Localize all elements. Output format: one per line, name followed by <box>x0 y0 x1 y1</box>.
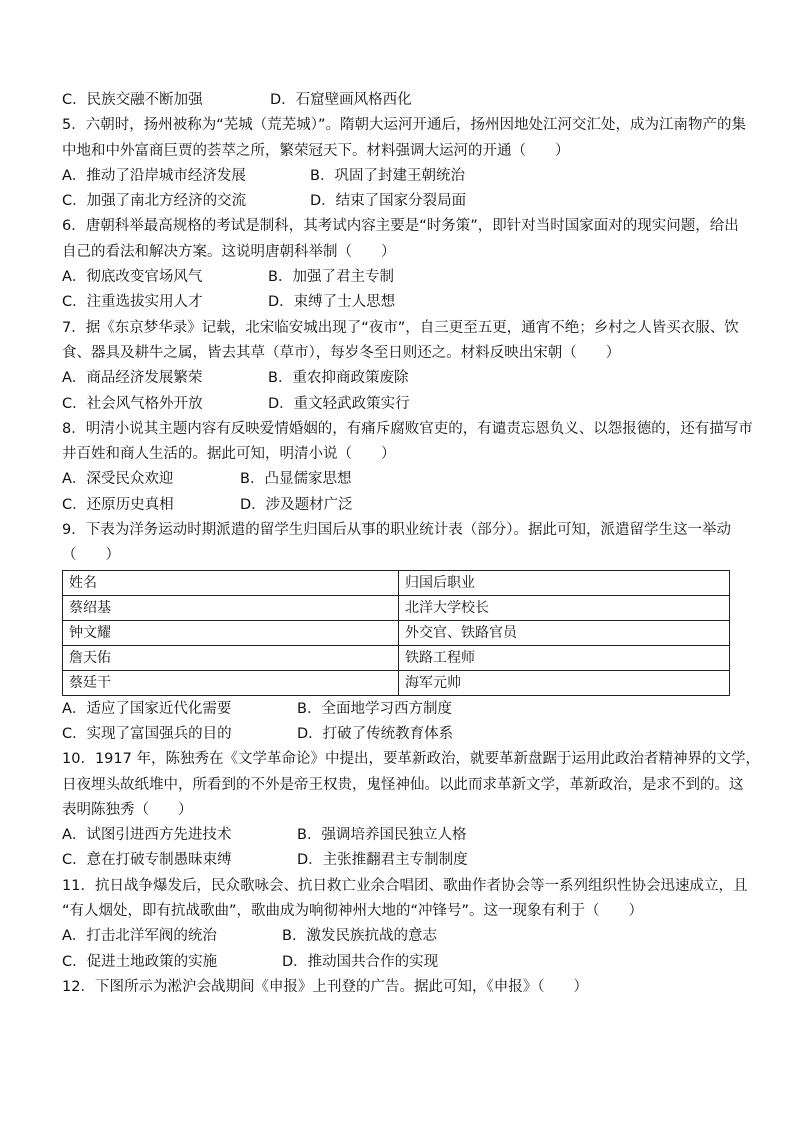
table-cell-name: 蔡廷干 <box>63 670 399 695</box>
q6-options-row2 <box>62 290 732 315</box>
q6-option-c[interactable]: C．注重选拔实用人才 <box>62 294 203 311</box>
table-cell-name: 蔡绍基 <box>63 595 399 620</box>
q11-option-d[interactable]: D．推动国共合作的实现 <box>282 953 439 970</box>
q11-option-a[interactable]: A．打击北洋军阀的统治 <box>62 928 217 945</box>
q8-stem-line1: 8．明清小说其主题内容有反映爱情婚姻的，有痛斥腐败官吏的，有谴责忘恩负义、以怨报德的，还有描写市 <box>62 420 753 437</box>
q10-stem-line3: 表明陈独秀（ ） <box>62 801 193 818</box>
q11-option-c[interactable]: C．促进土地政策的实施 <box>62 953 218 970</box>
q4-option-d[interactable]: D．石窟壁画风格西化 <box>270 92 412 108</box>
q9-stem-line1: 9．下表为洋务运动时期派遣的留学生归国后从事的职业统计表（部分）。据此可知，派遣留学生这一举动 <box>62 522 731 539</box>
q5-stem-line1: 5．六朝时，扬州被称为“芜城（荒芜城）”。隋朝大运河开通后，扬州因地处江河交汇处，成为江南物产的集 <box>62 117 746 134</box>
q5-option-d[interactable]: D．结束了国家分裂局面 <box>310 193 467 210</box>
q10-option-d[interactable]: D．主张推翻君主专制制度 <box>297 852 468 869</box>
q8-stem-line2: 井百姓和商人生活的。据此可知，明清小说（ ） <box>62 446 396 463</box>
q12-stem-line1: 12．下图所示为淞沪会战期间《申报》上刊登的广告。据此可知，《申报》（ ） <box>62 978 588 995</box>
q7-option-d[interactable]: D．重文轻武政策实行 <box>268 395 410 412</box>
q7-stem-line2: 食、器具及耕牛之属，皆去其草（草市），每岁冬至日则还之。材料反映出宋朝（ ） <box>62 344 621 361</box>
q10-stem-line2: 日夜埋头故纸堆中，所看到的不外是帝王权贵，鬼怪神仙。以此而求革新文学，革新政治，是求不到的。这 <box>62 776 744 793</box>
q7-options-row1 <box>62 366 732 391</box>
q7-stem-line1: 7．据《东京梦华录》记载，北宋临安城出现了“夜市”，自三更至五更，通宵不绝；乡村之人皆买衣服、饮 <box>62 319 739 336</box>
q11-options-row2 <box>62 950 732 975</box>
q9-options-row1 <box>62 697 732 722</box>
q6-option-b[interactable]: B．加强了君主专制 <box>268 269 394 286</box>
table-row <box>63 645 730 670</box>
q11-stem-line1: 11．抗日战争爆发后，民众歌咏会、抗日救亡业余合唱团、歌曲作者协会等一系列组织性协会迅速成立，且 <box>62 877 748 894</box>
table-header-row <box>63 570 730 595</box>
question-10 <box>62 747 760 873</box>
q8-options-row1 <box>62 467 732 492</box>
q9-options-row2 <box>62 722 732 747</box>
q5-option-a[interactable]: A．推动了沿岸城市经济发展 <box>62 167 246 184</box>
q5-options-row2 <box>62 189 732 214</box>
q11-stem-line2: “有人烟处，即有抗战歌曲”，歌曲成为响彻神州大地的“冲锋号”。这一现象有利于（ ） <box>62 903 644 920</box>
exam-page <box>62 88 760 1000</box>
q8-option-c[interactable]: C．还原历史真相 <box>62 496 174 513</box>
q8-options-row2 <box>62 493 732 518</box>
q7-option-c[interactable]: C．社会风气格外开放 <box>62 395 203 412</box>
q5-option-c[interactable]: C．加强了南北方经济的交流 <box>62 193 247 210</box>
q5-stem-line2: 中地和中外富商巨贾的荟萃之所，繁荣冠天下。材料强调大运河的开通（ ） <box>62 142 570 159</box>
q9-stem-line2: （ ） <box>62 547 120 564</box>
q8-option-a[interactable]: A．深受民众欢迎 <box>62 471 174 488</box>
q6-option-d[interactable]: D．束缚了士人思想 <box>268 294 396 311</box>
question-5 <box>62 113 746 214</box>
q7-option-a[interactable]: A．商品经济发展繁荣 <box>62 370 203 387</box>
table-cell-name: 钟文耀 <box>63 620 399 645</box>
q11-options-row1 <box>62 924 732 949</box>
question-11 <box>62 874 748 975</box>
table-cell-occupation: 北洋大学校长 <box>399 595 730 620</box>
q6-stem-line1: 6．唐朝科举最高规格的考试是制科，其考试内容主要是“时务策”，即针对当时国家面对的现实问题，给出 <box>62 218 739 235</box>
table-row <box>63 670 730 695</box>
table-header-occupation: 归国后职业 <box>399 570 730 595</box>
table-cell-occupation: 铁路工程师 <box>399 645 730 670</box>
q9-table <box>62 570 730 696</box>
table-row <box>63 620 730 645</box>
q7-options-row2 <box>62 392 732 417</box>
table-row <box>63 595 730 620</box>
q7-option-b[interactable]: B．重农抑商政策废除 <box>268 370 409 387</box>
q10-option-a[interactable]: A．试图引进西方先进技术 <box>62 827 232 844</box>
question-7 <box>62 316 739 417</box>
table-cell-name: 詹天佑 <box>63 645 399 670</box>
q4-options-row <box>62 88 732 113</box>
question-6 <box>62 214 739 315</box>
q9-option-a[interactable]: A．适应了国家近代化需要 <box>62 700 232 717</box>
q4-option-c[interactable]: C．民族交融不断加强 <box>62 92 203 108</box>
question-9 <box>62 518 732 747</box>
question-12 <box>62 975 732 1000</box>
table-cell-occupation: 外交官、铁路官员 <box>399 620 730 645</box>
q6-options-row1 <box>62 265 732 290</box>
q10-options-row2 <box>62 848 732 873</box>
q10-stem-line1: 10．1917 年，陈独秀在《文学革命论》中提出，要革新政治，就要革新盘踞于运用此政治者精神界的文学， <box>62 751 760 768</box>
q9-option-d[interactable]: D．打破了传统教育体系 <box>297 725 454 742</box>
q10-options-row1 <box>62 823 732 848</box>
q10-option-c[interactable]: C．意在打破专制愚昧束缚 <box>62 852 232 869</box>
q6-option-a[interactable]: A．彻底改变官场风气 <box>62 269 203 286</box>
q11-option-b[interactable]: B．激发民族抗战的意志 <box>282 928 437 945</box>
q9-option-b[interactable]: B．全面地学习西方制度 <box>297 700 452 717</box>
q5-option-b[interactable]: B．巩固了封建王朝统治 <box>310 167 465 184</box>
q10-option-b[interactable]: B．强调培养国民独立人格 <box>297 827 467 844</box>
table-cell-occupation: 海军元帅 <box>399 670 730 695</box>
question-8 <box>62 417 753 518</box>
q8-option-b[interactable]: B．凸显儒家思想 <box>240 471 352 488</box>
q9-option-c[interactable]: C．实现了富国强兵的目的 <box>62 725 232 742</box>
table-header-name: 姓名 <box>63 570 399 595</box>
q5-options-row1 <box>62 164 732 189</box>
q6-stem-line2: 自己的看法和解决方案。这说明唐朝科举制（ ） <box>62 243 396 260</box>
q8-option-d[interactable]: D．涉及题材广泛 <box>240 496 353 513</box>
